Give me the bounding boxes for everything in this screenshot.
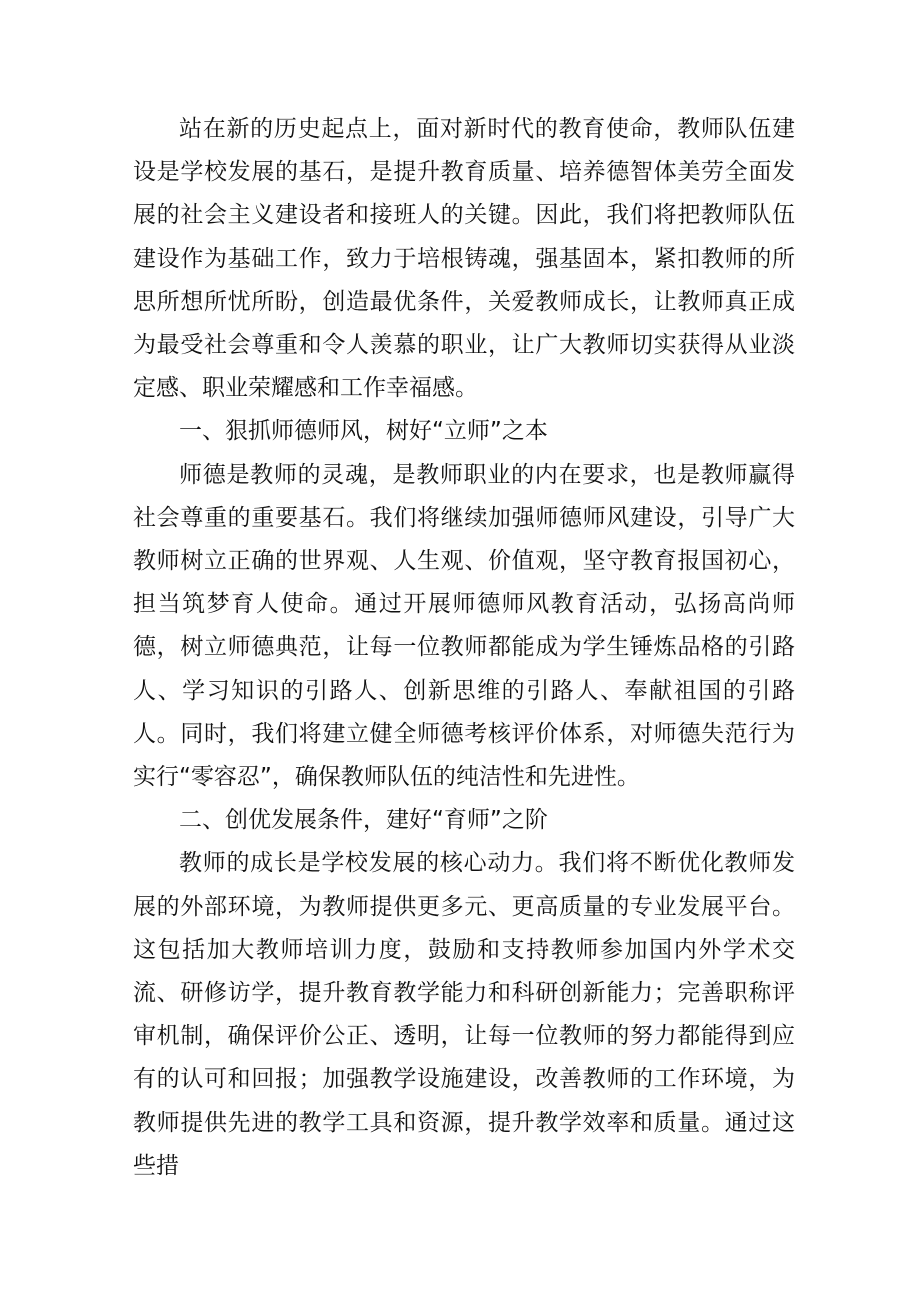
paragraph-section-1: 师德是教师的灵魂，是教师职业的内在要求，也是教师赢得社会尊重的重要基石。我们将继续加强师德师风建设，引导广大教师树立正确的世界观、人生观、价值观，坚守教育报国初心，担当筑梦育人使命。通过开展师德师风教育活动，弘扬高尚师德，树立师德典范，让每一位教师都能成为学生锤炼品格的引路人、学习知识的引路人、创新思维的引路人、奉献祖国的引路人。同时，我们将建立健全师德考核评价体系，对师德失范行为实行“零容忍”，确保教师队伍的纯洁性和先进性。 — [133, 461, 795, 791]
section-heading-2: 二、创优发展条件，建好“育师”之阶 — [179, 807, 548, 834]
section-heading-1: 一、狠抓师德师风，树好“立师”之本 — [179, 418, 548, 445]
document-body — [133, 108, 795, 1188]
paragraph-section-2: 教师的成长是学校发展的核心动力。我们将不断优化教师发展的外部环境，为教师提供更多元、更高质量的专业发展平台。这包括加大教师培训力度，鼓励和支持教师参加国内外学术交流、研修访学，提升教育教学能力和科研创新能力；完善职称评审机制，确保评价公正、透明，让每一位教师的努力都能得到应有的认可和回报；加强教学设施建设，改善教师的工作环境，为教师提供先进的教学工具和资源，提升教学效率和质量。通过这些措 — [133, 850, 795, 1179]
paragraph-intro: 站在新的历史起点上，面对新时代的教育使命，教师队伍建设是学校发展的基石，是提升教育质量、培养德智体美劳全面发展的社会主义建设者和接班人的关键。因此，我们将把教师队伍建设作为基础工作，致力于培根铸魂，强基固本，紧扣教师的所思所想所忧所盼，创造最优条件，关爱教师成长，让教师真正成为最受社会尊重和令人羡慕的职业，让广大教师切实获得从业淡定感、职业荣耀感和工作幸福感。 — [133, 116, 795, 402]
